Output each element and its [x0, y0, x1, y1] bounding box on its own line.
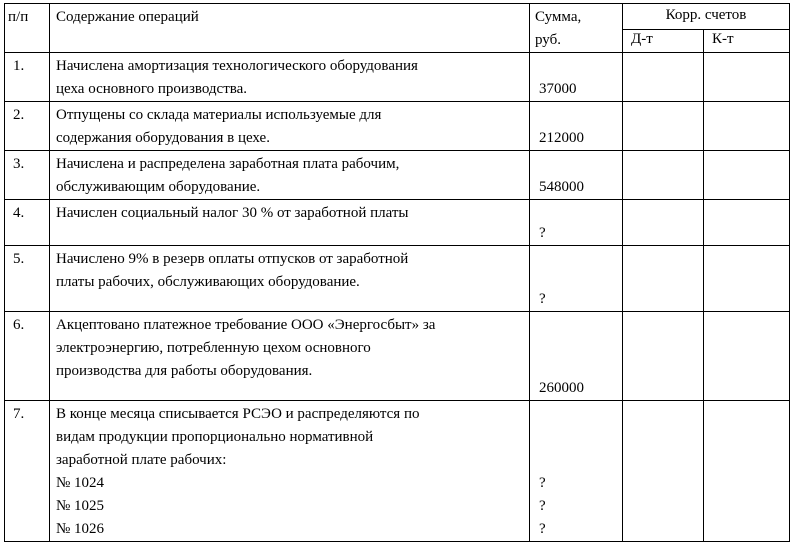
row-sum: 548000 [530, 151, 623, 200]
row-sum: ? [530, 200, 623, 246]
row-sum: ? [530, 246, 623, 312]
table-row [5, 401, 790, 542]
row-dt-cell [623, 312, 704, 401]
operations-table [4, 3, 790, 542]
row-num: 6. [5, 312, 50, 401]
row-num: 5. [5, 246, 50, 312]
row-kt-cell [704, 151, 790, 200]
row-desc: Начислено 9% в резерв оплаты отпусков от заработной платы рабочих, обслуживающих оборудование. [50, 246, 530, 312]
row-kt-cell [704, 312, 790, 401]
row-sum: 260000 [530, 312, 623, 401]
header-desc: Содержание операций [50, 4, 530, 53]
row-dt-cell [623, 200, 704, 246]
row-kt-cell [704, 200, 790, 246]
header-row [5, 4, 790, 30]
header-sum: Сумма, руб. [530, 4, 623, 53]
row-desc: Отпущены со склада материалы используемые для содержания оборудования в цехе. [50, 102, 530, 151]
row-dt-cell [623, 102, 704, 151]
row-kt-cell [704, 53, 790, 102]
row-num: 4. [5, 200, 50, 246]
header-num: п/п [5, 4, 50, 53]
row-sum: ? ? ? [530, 401, 623, 542]
table-row [5, 312, 790, 401]
table-row [5, 102, 790, 151]
row-dt-cell [623, 151, 704, 200]
row-sum: 212000 [530, 102, 623, 151]
row-dt-cell [623, 246, 704, 312]
header-dt: Д-т [623, 30, 704, 53]
header-kt: К-т [704, 30, 790, 53]
row-desc: В конце месяца списывается РСЭО и распределяются по видам продукции пропорционально нормативной заработной плате рабочих: № 1024 № 1025 № 1026 [50, 401, 530, 542]
row-dt-cell [623, 53, 704, 102]
table-row [5, 151, 790, 200]
table-row [5, 246, 790, 312]
row-desc: Акцептовано платежное требование ООО «Энергосбыт» за электроэнергию, потребленную цехом основного производства для работы оборудования. [50, 312, 530, 401]
row-num: 2. [5, 102, 50, 151]
row-num: 1. [5, 53, 50, 102]
row-kt-cell [704, 401, 790, 542]
table-row [5, 53, 790, 102]
row-desc: Начислена амортизация технологического оборудования цеха основного производства. [50, 53, 530, 102]
row-num: 7. [5, 401, 50, 542]
row-desc: Начислен социальный налог 30 % от заработной платы [50, 200, 530, 246]
header-corr: Корр. счетов [623, 4, 790, 30]
row-dt-cell [623, 401, 704, 542]
row-kt-cell [704, 102, 790, 151]
row-kt-cell [704, 246, 790, 312]
table-row [5, 200, 790, 246]
row-desc: Начислена и распределена заработная плата рабочим, обслуживающим оборудование. [50, 151, 530, 200]
row-num: 3. [5, 151, 50, 200]
row-sum: 37000 [530, 53, 623, 102]
